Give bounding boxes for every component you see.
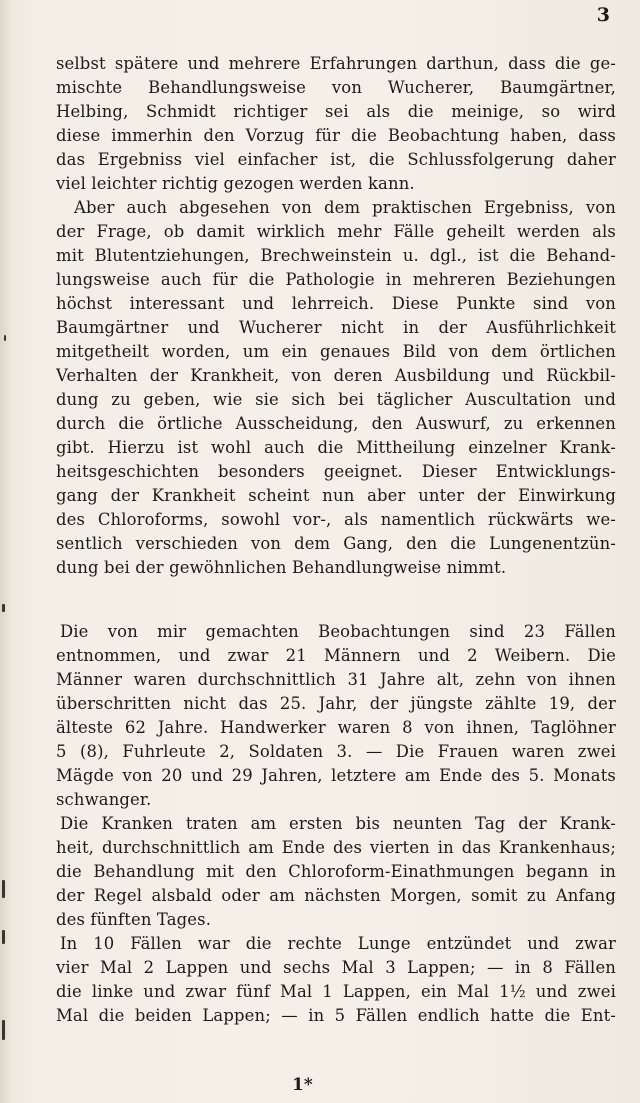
text-line: der Regel alsbald oder am nächsten Morgen, somit zu Anfang [56,886,616,905]
text-line: selbst spätere und mehrere Erfahrungen darthun, dass die ge- [56,54,616,73]
page-number: 3 [596,4,610,26]
text-line: Die von mir gemachten Beobachtungen sind 23 Fällen [60,622,616,641]
text-line: dung zu geben, wie sie sich bei täglicher Auscultation und [56,390,616,409]
text-line: des Chloroforms, sowohl vor-, als namentlich rückwärts we- [56,510,616,529]
margin-speck [2,604,5,612]
margin-speck [2,880,5,898]
text-line: des fünften Tages. [56,910,212,929]
text-line: Verhalten der Krankheit, von deren Ausbildung und Rückbil- [56,366,616,385]
paragraph-1 [56,52,616,196]
lower-text-block [56,620,616,1028]
margin-speck [2,1020,5,1040]
text-line: In 10 Fällen war die rechte Lunge entzündet und zwar [60,934,616,953]
margin-speck [4,335,6,341]
text-line: entnommen, und zwar 21 Männern und 2 Weibern. Die [56,646,616,665]
text-line: der Frage, ob damit wirklich mehr Fälle geheilt werden als [56,222,616,241]
text-line: vier Mal 2 Lappen und sechs Mal 3 Lappen; — in 8 Fällen [56,958,616,977]
text-line: überschritten nicht das 25. Jahr, der jüngste zählte 19, der [56,694,616,713]
text-line: mitgetheilt worden, um ein genaues Bild von dem örtlichen [56,342,616,361]
text-line: heit, durchschnittlich am Ende des vierten in das Krankenhaus; [56,838,616,857]
text-line: höchst interessant und lehrreich. Diese Punkte sind von [56,294,616,313]
text-line: gibt. Hierzu ist wohl auch die Mittheilung einzelner Krank- [56,438,616,457]
text-line: Helbing, Schmidt richtiger sei als die meinige, so wird [56,102,616,121]
text-line: Männer waren durchschnittlich 31 Jahre alt, zehn von ihnen [56,670,616,689]
text-line: älteste 62 Jahre. Handwerker waren 8 von ihnen, Taglöhner [56,718,616,737]
text-line: dung bei der gewöhnlichen Behandlungweise nimmt. [56,558,507,577]
text-line: mit Blutentziehungen, Brechweinstein u. dgl., ist die Behand- [56,246,616,265]
text-line: die Behandlung mit den Chloroform-Einathmungen begann in [56,862,616,881]
text-line: Mal die beiden Lappen; — in 5 Fällen endlich hatte die Ent- [56,1006,616,1025]
paragraph-5 [56,932,616,1028]
text-line: heitsgeschichten besonders geeignet. Dieser Entwicklungs- [56,462,616,481]
text-line: Baumgärtner und Wucherer nicht in der Ausführlichkeit [56,318,616,337]
printer-signature-mark: 1* [292,1075,313,1095]
text-line: lungsweise auch für die Pathologie in mehreren Beziehungen [56,270,616,289]
paragraph-2 [56,196,616,580]
text-line: gang der Krankheit scheint nun aber unter der Einwirkung [56,486,616,505]
text-line: Die Kranken traten am ersten bis neunten Tag der Krank- [60,814,616,833]
text-line: schwanger. [56,790,152,809]
text-line: 5 (8), Fuhrleute 2, Soldaten 3. — Die Frauen waren zwei [56,742,616,761]
text-line: durch die örtliche Ausscheidung, den Auswurf, zu erkennen [56,414,616,433]
paragraph-4 [56,812,616,932]
margin-speck [2,930,5,944]
text-line: diese immerhin den Vorzug für die Beobachtung haben, dass [56,126,616,145]
text-line: Mägde von 20 und 29 Jahren, letztere am Ende des 5. Monats [56,766,616,785]
text-line: mischte Behandlungsweise von Wucherer, Baumgärtner, [56,78,616,97]
text-line: Aber auch abgesehen von dem praktischen Ergebniss, von [74,198,616,217]
text-line: das Ergebniss viel einfacher ist, die Schlussfolgerung daher [56,150,616,169]
paragraph-3 [56,620,616,812]
upper-text-block [56,52,616,580]
text-line: viel leichter richtig gezogen werden kann. [56,174,415,193]
text-line: sentlich verschieden von dem Gang, den die Lungenentzün- [56,534,616,553]
text-line: die linke und zwar fünf Mal 1 Lappen, ein Mal 1½ und zwei [56,982,616,1001]
